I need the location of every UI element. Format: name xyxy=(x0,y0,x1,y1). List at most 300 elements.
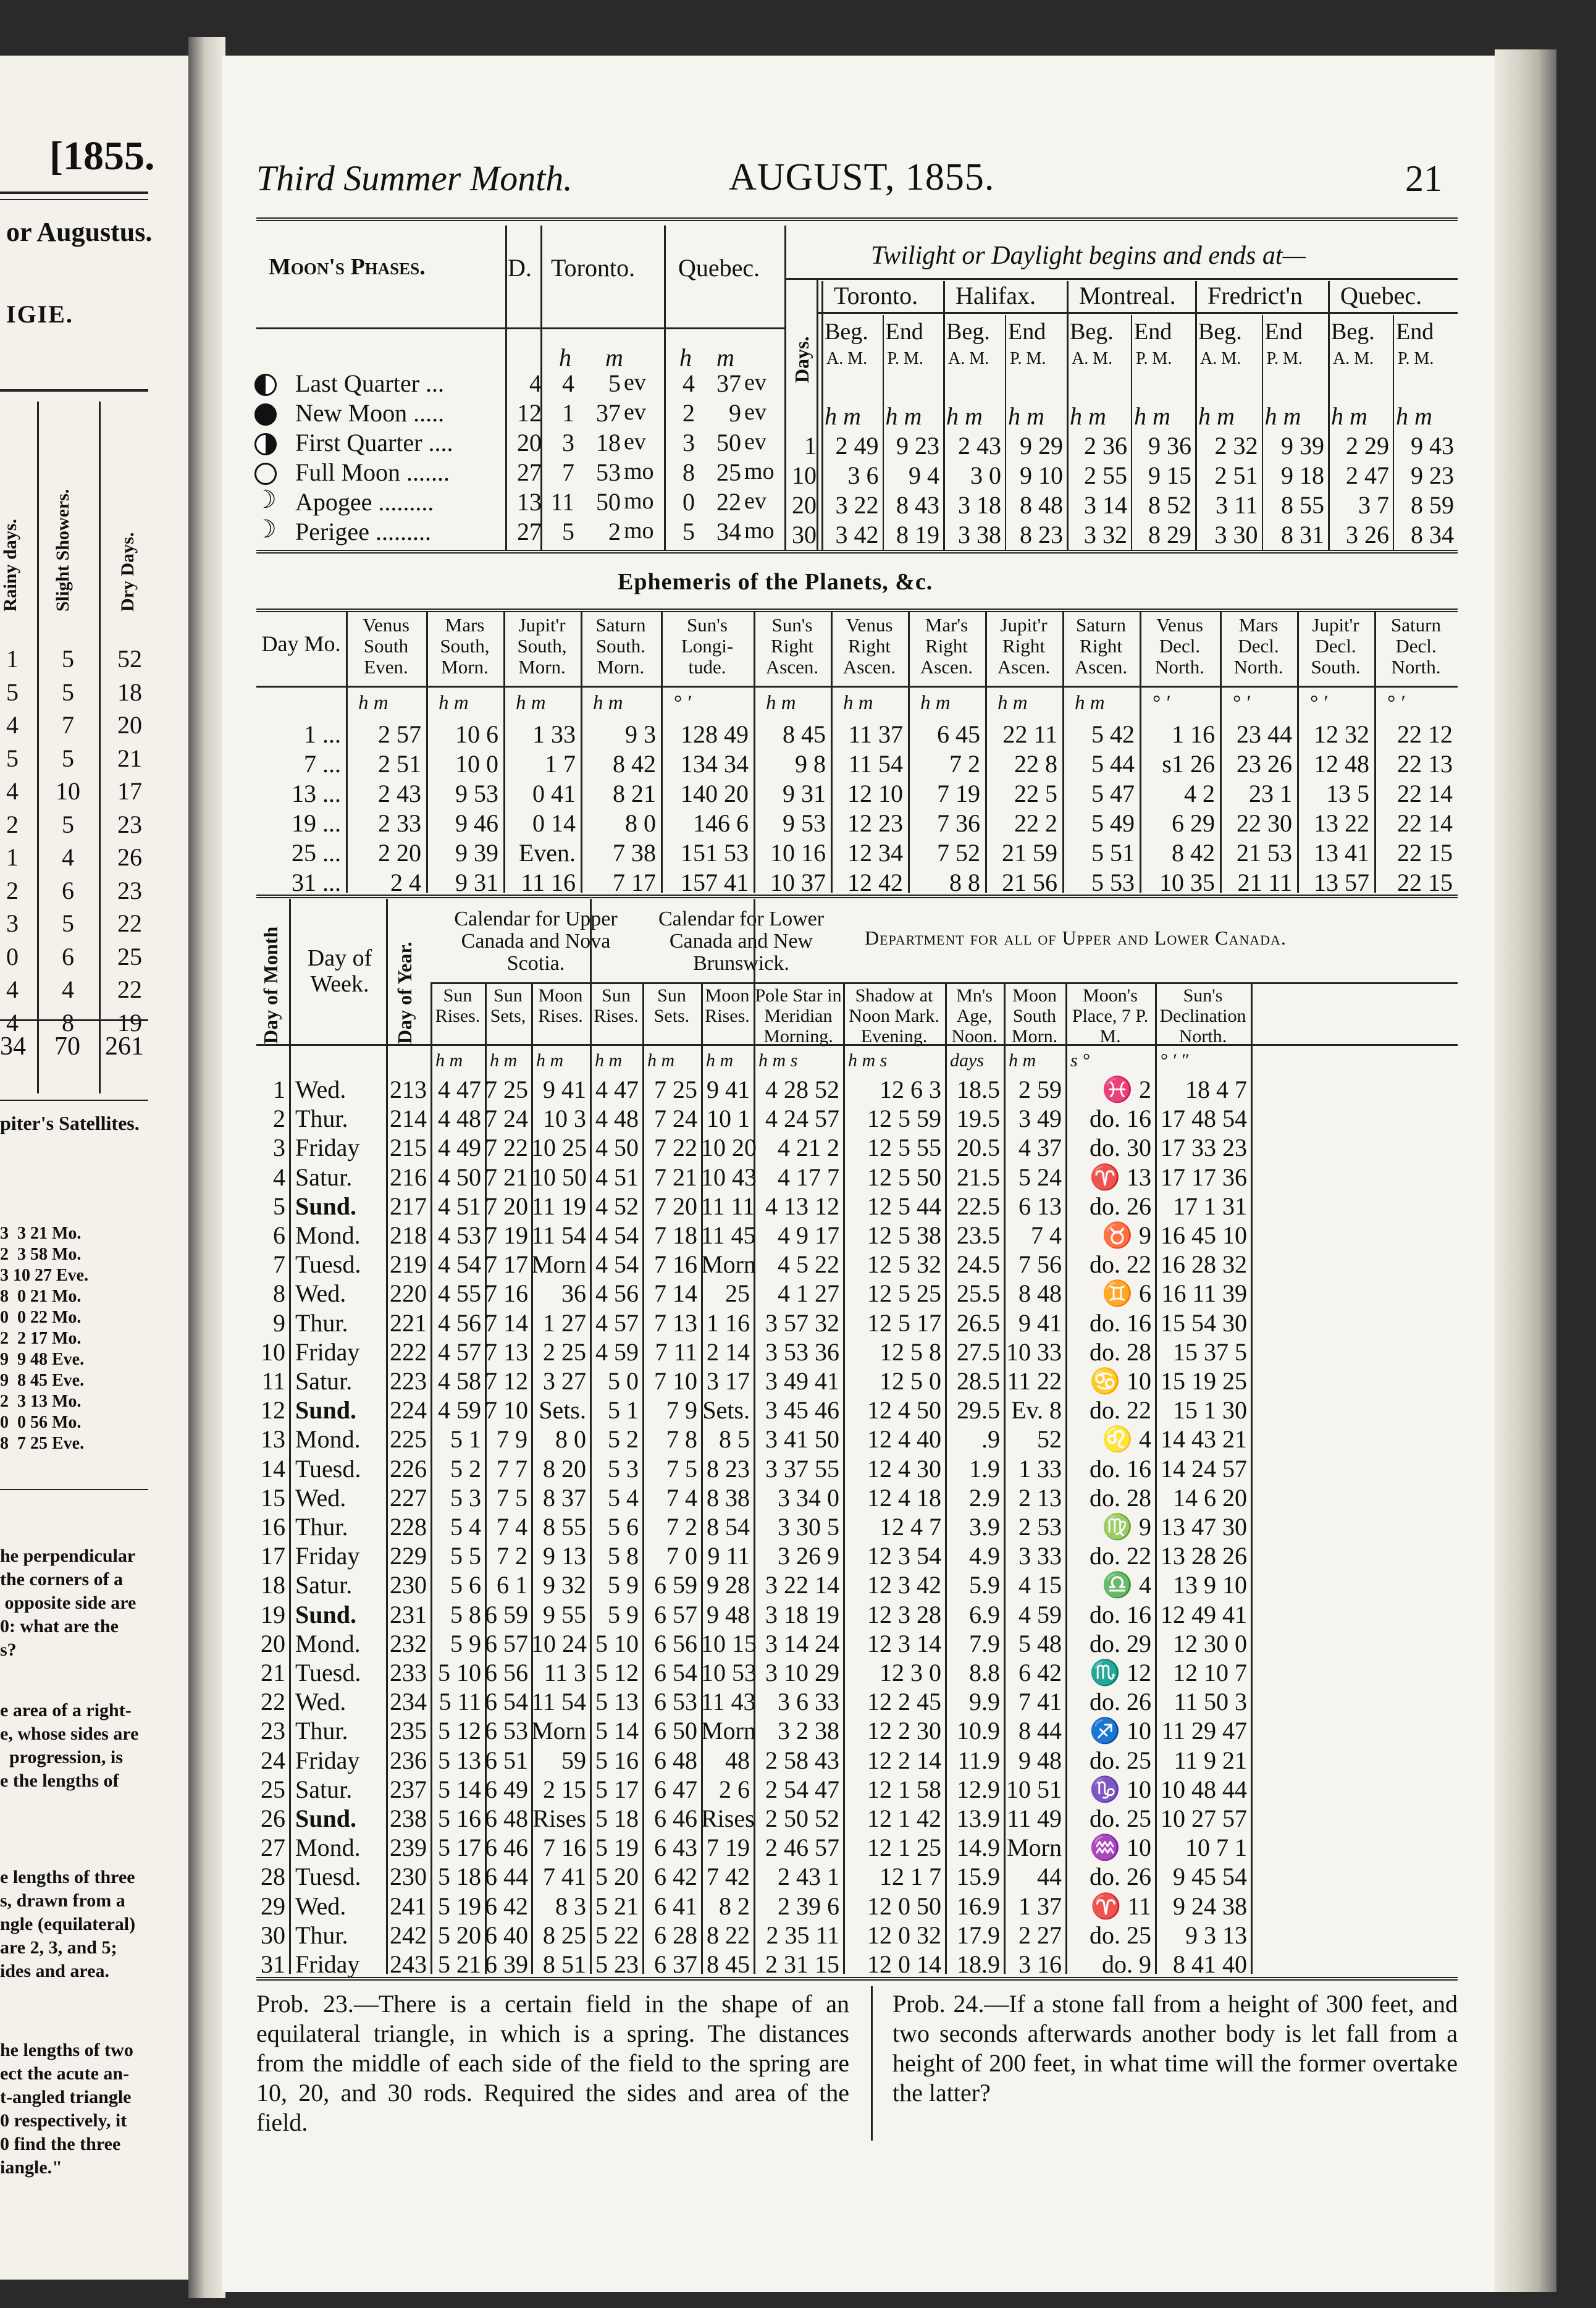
calendar-cell: ♌ 4 xyxy=(1102,1425,1151,1454)
calendar-cell: 9 13 xyxy=(543,1542,586,1570)
calendar-cell: ♈ 13 xyxy=(1090,1163,1151,1191)
calendar-cell: ♐ 10 xyxy=(1090,1717,1151,1745)
calendar-cell: 6 53 xyxy=(654,1688,697,1716)
moon-phase-icon xyxy=(254,433,277,455)
left-weather-cell: 5 xyxy=(62,645,74,673)
calendar-cell: 6 57 xyxy=(485,1629,528,1657)
calendar-cell: 5 20 xyxy=(438,1921,481,1949)
calendar-cell: 5 8 xyxy=(608,1542,639,1570)
twilight-end: End xyxy=(1396,319,1434,345)
calendar-cell: 7 18 xyxy=(654,1221,697,1249)
ephem-cell: 10 37 xyxy=(770,869,826,896)
twilight-unit: h m xyxy=(1134,402,1170,430)
ephem-cell: 8 21 xyxy=(613,780,656,807)
ephem-cell: 8 0 xyxy=(625,809,656,837)
cal-dept-title: Department for all of Upper and Lower Canada. xyxy=(865,927,1287,949)
calendar-cell: 4 59 xyxy=(1018,1600,1062,1628)
calendar-cell: 2 54 47 xyxy=(765,1775,839,1803)
quebec-ampm: ev xyxy=(744,369,766,395)
calendar-cell: 230 xyxy=(390,1571,427,1599)
ephem-cell: 12 42 xyxy=(847,869,903,896)
calendar-cell: 2 31 15 xyxy=(765,1950,839,1978)
calendar-cell: ♊ 6 xyxy=(1102,1279,1151,1308)
twilight-pm: P. M. xyxy=(1136,349,1172,368)
calendar-cell: 9 3 13 xyxy=(1185,1921,1247,1949)
calendar-cell: ♏ 12 xyxy=(1090,1659,1151,1687)
calendar-cell: 3 10 29 xyxy=(765,1659,839,1687)
calendar-cell: 8 23 xyxy=(707,1454,750,1483)
cal-col-rule xyxy=(289,899,291,1974)
calendar-cell: 217 xyxy=(390,1192,427,1220)
ephem-cell: 6 29 xyxy=(1172,809,1215,837)
left-weather-cell: 6 xyxy=(62,942,74,971)
calendar-cell: 3 30 5 xyxy=(778,1513,839,1541)
calendar-cell: 12 5 50 xyxy=(867,1163,941,1191)
calendar-cell: 12 5 59 xyxy=(867,1105,941,1133)
twilight-time: 3 32 xyxy=(1084,521,1127,549)
twilight-time: 9 10 xyxy=(1020,461,1063,489)
calendar-cell: 2 27 xyxy=(1018,1921,1062,1949)
calendar-cell: 3 57 32 xyxy=(765,1308,839,1337)
left-weather-cell: 52 xyxy=(117,645,142,673)
calendar-cell: 3 17 xyxy=(707,1367,750,1395)
twilight-time: 3 14 xyxy=(1084,491,1127,519)
twilight-time: 3 7 xyxy=(1358,491,1389,519)
cal-lower-title: Calendar for Lower Canada and New Brunswick. xyxy=(658,908,825,975)
calendar-cell: 12 4 18 xyxy=(867,1483,941,1512)
book-gutter xyxy=(188,37,225,2298)
calendar-cell: 18 4 7 xyxy=(1185,1076,1247,1103)
phase-day: 27 xyxy=(517,458,542,486)
ephem-cell: 9 3 xyxy=(625,720,656,748)
calendar-cell: 232 xyxy=(390,1629,427,1657)
ephem-cell: 12 23 xyxy=(847,809,903,837)
twilight-beg: Beg. xyxy=(825,319,868,345)
twilight-time: 9 36 xyxy=(1148,432,1191,460)
calendar-cell: 30 xyxy=(261,1921,285,1949)
calendar-cell: 220 xyxy=(390,1279,427,1308)
left-rule xyxy=(0,1489,148,1490)
phases-quebec-header: Quebec. xyxy=(678,254,760,282)
ephem-header: Venus South Even. xyxy=(363,614,410,678)
toronto-m: 53 xyxy=(596,458,621,486)
calendar-cell: 5 9 xyxy=(608,1600,639,1628)
left-weather-cell: 4 xyxy=(62,975,74,1003)
twilight-beg: Beg. xyxy=(1070,319,1114,345)
calendar-cell: 7 4 xyxy=(666,1483,697,1512)
calendar-cell: 10 xyxy=(261,1337,285,1366)
twilight-time: 3 22 xyxy=(835,491,879,519)
calendar-cell: 12.9 xyxy=(957,1775,1000,1803)
ephem-cell: 8 8 xyxy=(949,869,980,896)
calendar-cell: 4 24 57 xyxy=(765,1105,839,1133)
dry-column xyxy=(105,642,154,1039)
ephem-cell: 8 45 xyxy=(783,720,826,748)
calendar-cell: 10 24 xyxy=(531,1629,587,1657)
calendar-cell: 12 5 17 xyxy=(867,1308,941,1337)
calendar-cell: 10 48 44 xyxy=(1161,1775,1247,1803)
cal-unit: s ° xyxy=(1070,1050,1090,1071)
calendar-cell: 13.9 xyxy=(957,1805,1000,1832)
ephem-bottom-rule xyxy=(256,895,1458,898)
calendar-cell: 12 xyxy=(261,1396,285,1425)
calendar-cell: 8 0 xyxy=(555,1425,586,1454)
calendar-cell: 9 24 38 xyxy=(1173,1892,1247,1920)
calendar-cell: 7 25 xyxy=(654,1076,697,1103)
calendar-cell: 4 54 xyxy=(595,1250,639,1279)
ephem-cell: 7 2 xyxy=(949,750,980,778)
ephem-cell: 2 51 xyxy=(378,750,421,778)
calendar-cell: do. 30 xyxy=(1090,1134,1151,1162)
unit-m: m xyxy=(716,343,734,371)
calendar-cell: 218 xyxy=(390,1221,427,1249)
calendar-cell: 6 48 xyxy=(654,1746,697,1774)
calendar-cell: Morn xyxy=(701,1717,756,1745)
calendar-cell: 8 xyxy=(273,1279,285,1308)
calendar-cell: 6 56 xyxy=(485,1659,528,1687)
left-satellites-title: piter's Satellites. xyxy=(0,1112,140,1134)
left-weather-cell: 5 xyxy=(62,678,74,706)
twilight-time: 8 23 xyxy=(1020,521,1063,549)
calendar-cell: 5 5 xyxy=(450,1542,481,1570)
calendar-cell: 9 11 xyxy=(707,1542,750,1570)
twilight-time: 3 18 xyxy=(958,491,1001,519)
ephem-cell: 21 59 xyxy=(1002,839,1057,867)
calendar-cell: Thur. xyxy=(295,1513,348,1541)
col-header-dry: Dry Days. xyxy=(117,532,138,612)
calendar-cell: 7 xyxy=(273,1250,285,1279)
toronto-ampm: mo xyxy=(624,458,654,484)
ephem-cell: 22 11 xyxy=(1002,720,1057,748)
twilight-day: 20 xyxy=(792,491,817,519)
calendar-cell: 4 54 xyxy=(438,1250,481,1279)
calendar-cell: 5 17 xyxy=(438,1834,481,1862)
calendar-cell: Thur. xyxy=(295,1105,348,1133)
showers-column xyxy=(46,642,90,1039)
calendar-cell: 21 xyxy=(261,1659,285,1687)
calendar-cell: Friday xyxy=(295,1337,360,1366)
satellite-line: 3 3 21 Mo. xyxy=(0,1224,82,1243)
calendar-cell: 8 3 xyxy=(555,1892,586,1920)
left-satellites-list xyxy=(0,1223,88,1454)
calendar-cell: 24.5 xyxy=(957,1250,1000,1279)
calendar-cell: 3 49 41 xyxy=(765,1367,839,1395)
calendar-cell: 12 5 32 xyxy=(867,1250,941,1279)
calendar-cell: Mond. xyxy=(295,1629,361,1657)
calendar-cell: Morn xyxy=(701,1250,756,1279)
calendar-cell: 231 xyxy=(390,1600,427,1628)
calendar-cell: 8 37 xyxy=(543,1483,586,1512)
cal-unit: h m xyxy=(490,1050,518,1071)
left-page-fragment xyxy=(0,56,191,2280)
calendar-cell: 36 xyxy=(561,1279,586,1308)
calendar-cell: 18.5 xyxy=(957,1076,1000,1103)
ephem-header: Saturn South. Morn. xyxy=(595,614,646,678)
calendar-cell: 227 xyxy=(390,1483,427,1512)
calendar-cell: ♈ 11 xyxy=(1090,1892,1151,1920)
ephem-rule xyxy=(256,686,1458,688)
cal-unit: h m xyxy=(706,1050,734,1071)
calendar-cell: 6 57 xyxy=(654,1600,697,1628)
calendar-cell: 241 xyxy=(390,1892,427,1920)
ephem-cell: 23 1 xyxy=(1249,780,1292,807)
calendar-cell: do. 25 xyxy=(1090,1805,1151,1832)
toronto-m: 50 xyxy=(596,488,621,516)
twilight-time: 2 51 xyxy=(1214,461,1258,489)
left-weather-cell: 25 xyxy=(117,942,142,971)
calendar-cell: 6 42 xyxy=(654,1863,697,1891)
calendar-cell: Mond. xyxy=(295,1221,361,1249)
calendar-cell: 2 43 1 xyxy=(778,1863,839,1891)
calendar-cell: 10 43 xyxy=(701,1163,757,1191)
calendar-cell: 17 48 54 xyxy=(1161,1105,1247,1133)
ephem-cell: 22 2 xyxy=(1014,809,1057,837)
calendar-cell: 1 37 xyxy=(1018,1892,1062,1920)
left-weather-cell: 23 xyxy=(117,876,142,904)
ephem-header: Sun's Longi- tude. xyxy=(681,614,734,678)
calendar-cell: ♋ 10 xyxy=(1090,1367,1151,1395)
twilight-time: 2 32 xyxy=(1214,432,1258,460)
page-number: 21 xyxy=(1405,158,1442,199)
left-problem-fragment: e lengths of three s, drawn from a ngle (equilateral) are 2, 3, and 5; ides and area. xyxy=(0,1867,136,1981)
twilight-day: 30 xyxy=(792,521,817,549)
ephem-unit: h m xyxy=(843,692,873,714)
calendar-cell: 5 4 xyxy=(608,1483,639,1512)
ephem-cell: 21 53 xyxy=(1237,839,1292,867)
calendar-cell: Satur. xyxy=(295,1367,353,1395)
phases-header: Moon's Phases. xyxy=(269,254,426,280)
calendar-cell: 6 56 xyxy=(654,1629,697,1657)
calendar-cell: 215 xyxy=(390,1134,427,1162)
calendar-cell: 4 51 xyxy=(595,1163,639,1191)
cal-dow-header: Day of Week. xyxy=(307,945,372,997)
calendar-cell: 12 49 41 xyxy=(1161,1600,1247,1628)
quebec-h: 3 xyxy=(682,429,695,457)
calendar-cell: do. 22 xyxy=(1090,1542,1151,1570)
left-weather-cell: 18 xyxy=(117,678,142,706)
calendar-cell: 5 0 xyxy=(608,1367,639,1395)
calendar-cell: do. 26 xyxy=(1090,1688,1151,1716)
twilight-title: Twilight or Daylight begins and ends at— xyxy=(871,242,1306,270)
calendar-cell: 5 xyxy=(273,1192,285,1220)
ephem-header: Day Mo. xyxy=(261,631,341,656)
calendar-cell: 21.5 xyxy=(957,1163,1000,1191)
calendar-cell: do. 25 xyxy=(1090,1921,1151,1949)
calendar-cell: 5.9 xyxy=(969,1571,1000,1599)
calendar-cell: do. 22 xyxy=(1090,1396,1151,1425)
calendar-cell: 4 21 2 xyxy=(778,1134,839,1162)
twilight-time: 3 38 xyxy=(958,521,1001,549)
ephem-cell: 1 16 xyxy=(1172,720,1215,748)
ephem-unit: ° ′ xyxy=(1152,692,1170,714)
calendar-cell: do. 26 xyxy=(1090,1192,1151,1220)
calendar-cell: 4 51 xyxy=(438,1192,481,1220)
calendar-cell: 11 19 xyxy=(531,1192,586,1220)
left-weather-cell: 10 xyxy=(56,777,80,805)
calendar-cell: 19.5 xyxy=(957,1105,1000,1133)
calendar-cell: 9 32 xyxy=(543,1571,586,1599)
ephem-header: Jupit'r Right Ascen. xyxy=(997,614,1051,678)
cal-subheader: Sun Sets. xyxy=(653,985,690,1026)
toronto-ampm: ev xyxy=(624,399,646,425)
calendar-cell: 6 59 xyxy=(485,1600,528,1628)
twilight-pm: P. M. xyxy=(1398,349,1434,368)
calendar-cell: ♍ 9 xyxy=(1102,1513,1151,1541)
ephem-unit: h m xyxy=(998,692,1028,714)
left-problem-fragment: he perpendicular the corners of a opposite side are 0: what are the s? xyxy=(0,1546,136,1660)
twilight-time: 8 43 xyxy=(896,491,939,519)
calendar-cell: 10 7 1 xyxy=(1185,1834,1247,1862)
calendar-cell: 230 xyxy=(390,1863,427,1891)
calendar-cell: 8 48 xyxy=(1018,1279,1062,1308)
left-weather-cell: 8 xyxy=(62,1008,74,1037)
quebec-m: 34 xyxy=(716,518,741,545)
phase-name: Apogee ......... xyxy=(295,488,434,516)
calendar-cell: 3 45 46 xyxy=(765,1396,839,1425)
satellite-line: 0 0 22 Mo. xyxy=(0,1308,82,1327)
left-weather-cell: 4 xyxy=(6,1008,19,1037)
quebec-h: 5 xyxy=(682,518,695,545)
ephem-cell: 9 31 xyxy=(455,869,498,896)
calendar-cell: 5 12 xyxy=(595,1659,639,1687)
cal-subheader: Sun Rises. xyxy=(435,985,481,1026)
calendar-cell: 5 18 xyxy=(595,1805,639,1832)
calendar-cell: 5 10 xyxy=(438,1659,481,1687)
ephem-cell: 13 57 xyxy=(1314,869,1369,896)
calendar-cell: 12 0 14 xyxy=(867,1950,941,1978)
calendar-cell: 10 27 57 xyxy=(1161,1805,1247,1832)
calendar-cell: 12 1 42 xyxy=(867,1805,941,1832)
calendar-cell: 5 1 xyxy=(450,1425,481,1454)
left-rule xyxy=(0,199,148,200)
col-header-showers: Slight Showers. xyxy=(52,489,73,612)
calendar-cell: 5 4 xyxy=(450,1513,481,1541)
calendar-cell: 5 3 xyxy=(608,1454,639,1483)
calendar-cell: 9 41 xyxy=(707,1076,750,1103)
left-weather-cell: 5 xyxy=(62,909,74,937)
calendar-cell: 12 4 7 xyxy=(880,1513,941,1541)
calendar-cell: 13 47 30 xyxy=(1161,1513,1247,1541)
twilight-city: Montreal. xyxy=(1079,282,1176,310)
calendar-cell: do. 29 xyxy=(1090,1629,1151,1657)
calendar-cell: 15 19 25 xyxy=(1161,1367,1247,1395)
moon-phase-icon: ☽ xyxy=(254,515,277,543)
unit-h: h xyxy=(559,343,571,371)
calendar-cell: 10 15 xyxy=(701,1629,757,1657)
calendar-cell: Thur. xyxy=(295,1717,348,1745)
calendar-cell: 26.5 xyxy=(957,1308,1000,1337)
twilight-city: Toronto. xyxy=(834,282,918,310)
calendar-cell: 10.9 xyxy=(957,1717,1000,1745)
ephem-cell: 21 56 xyxy=(1002,869,1057,896)
calendar-cell: 52 xyxy=(1037,1425,1062,1454)
satellite-line: 8 7 25 Eve. xyxy=(0,1434,85,1453)
calendar-cell: 3 33 xyxy=(1018,1542,1062,1570)
calendar-cell: 20 xyxy=(261,1629,285,1657)
calendar-cell: 6 39 xyxy=(485,1950,528,1978)
calendar-cell: 4 53 xyxy=(438,1221,481,1249)
calendar-cell: 4 59 xyxy=(595,1337,639,1366)
ephem-cell: 25 ... xyxy=(292,839,341,867)
problem-divider xyxy=(871,1986,873,2141)
twilight-am: A. M. xyxy=(948,349,989,368)
calendar-cell: 7 10 xyxy=(654,1367,697,1395)
ephem-cell: 9 31 xyxy=(783,780,826,807)
ephem-cell: 19 ... xyxy=(292,809,341,837)
calendar-cell: 7 5 xyxy=(497,1483,527,1512)
ephem-unit: h m xyxy=(766,692,796,714)
moon-phase-icon: ☽ xyxy=(254,486,277,513)
ephem-cell: 12 32 xyxy=(1314,720,1369,748)
calendar-cell: 10 53 xyxy=(701,1659,757,1687)
calendar-cell: 6 43 xyxy=(654,1834,697,1862)
ephem-unit: h m xyxy=(439,692,469,714)
calendar-cell: 4 57 xyxy=(438,1337,481,1366)
toronto-ampm: ev xyxy=(624,429,646,455)
unit-h: h xyxy=(679,343,692,371)
calendar-cell: 234 xyxy=(390,1688,427,1716)
ephem-header: Mars Decl. North. xyxy=(1233,614,1283,678)
calendar-cell: 12 4 50 xyxy=(867,1396,941,1425)
calendar-cell: Thur. xyxy=(295,1921,348,1949)
left-weather-cell: 19 xyxy=(117,1008,142,1037)
phase-day: 12 xyxy=(517,399,542,427)
calendar-cell: 4 15 xyxy=(1018,1571,1062,1599)
calendar-cell: 8 51 xyxy=(543,1950,586,1978)
ephem-cell: 5 51 xyxy=(1091,839,1135,867)
left-weather-cell: 6 xyxy=(62,876,74,904)
problem-23: Prob. 23.—There is a certain field in the shape of an equilateral triangle, in which is a spring. The distances from the middle of each side of the field to the spring are 10, 20, and 30 rods. Required the sides and area of the field. xyxy=(256,1990,849,2136)
ephem-cell: 22 5 xyxy=(1014,780,1057,807)
satellite-line: 3 10 27 Eve. xyxy=(0,1266,89,1285)
calendar-cell: 7.9 xyxy=(969,1629,1000,1657)
calendar-cell: 2 xyxy=(273,1105,285,1133)
calendar-cell: 14.9 xyxy=(957,1834,1000,1862)
ephem-cell: 157 41 xyxy=(681,869,749,896)
cal-dom-header: Day of Month xyxy=(259,926,282,1044)
calendar-cell: 8.8 xyxy=(969,1659,1000,1687)
ephem-unit: h m xyxy=(920,692,951,714)
calendar-cell: .9 xyxy=(981,1425,1000,1454)
calendar-cell: do. 16 xyxy=(1090,1454,1151,1483)
calendar-cell: 4 56 xyxy=(438,1308,481,1337)
calendar-cell: 15.9 xyxy=(957,1863,1000,1891)
twilight-unit: h m xyxy=(885,402,922,430)
calendar-cell: 9 41 xyxy=(1018,1308,1062,1337)
left-weather-cell: 4 xyxy=(6,777,19,805)
left-weather-cell: 17 xyxy=(117,777,142,805)
twilight-time: 2 55 xyxy=(1084,461,1127,489)
phase-rule xyxy=(256,327,784,329)
quebec-h: 2 xyxy=(682,399,695,427)
calendar-cell: 4 55 xyxy=(438,1279,481,1308)
calendar-cell: Morn xyxy=(531,1250,586,1279)
ephem-cell: 9 53 xyxy=(783,809,826,837)
calendar-cell: 225 xyxy=(390,1425,427,1454)
left-weather-cell: 22 xyxy=(117,975,142,1003)
calendar-cell: 228 xyxy=(390,1513,427,1541)
ephem-cell: 22 15 xyxy=(1397,869,1453,896)
toronto-ampm: mo xyxy=(624,488,654,514)
cal-subheader: Moon Rises. xyxy=(538,985,583,1026)
ephem-cell: 11 37 xyxy=(848,720,903,748)
calendar-cell: ♉ 9 xyxy=(1102,1221,1151,1249)
calendar-cell: 12 0 50 xyxy=(867,1892,941,1920)
left-weather-cell: 26 xyxy=(117,843,142,871)
cal-unit-rule xyxy=(256,1044,1458,1046)
ephem-cell: 0 41 xyxy=(532,780,576,807)
calendar-cell: 5 19 xyxy=(595,1834,639,1862)
